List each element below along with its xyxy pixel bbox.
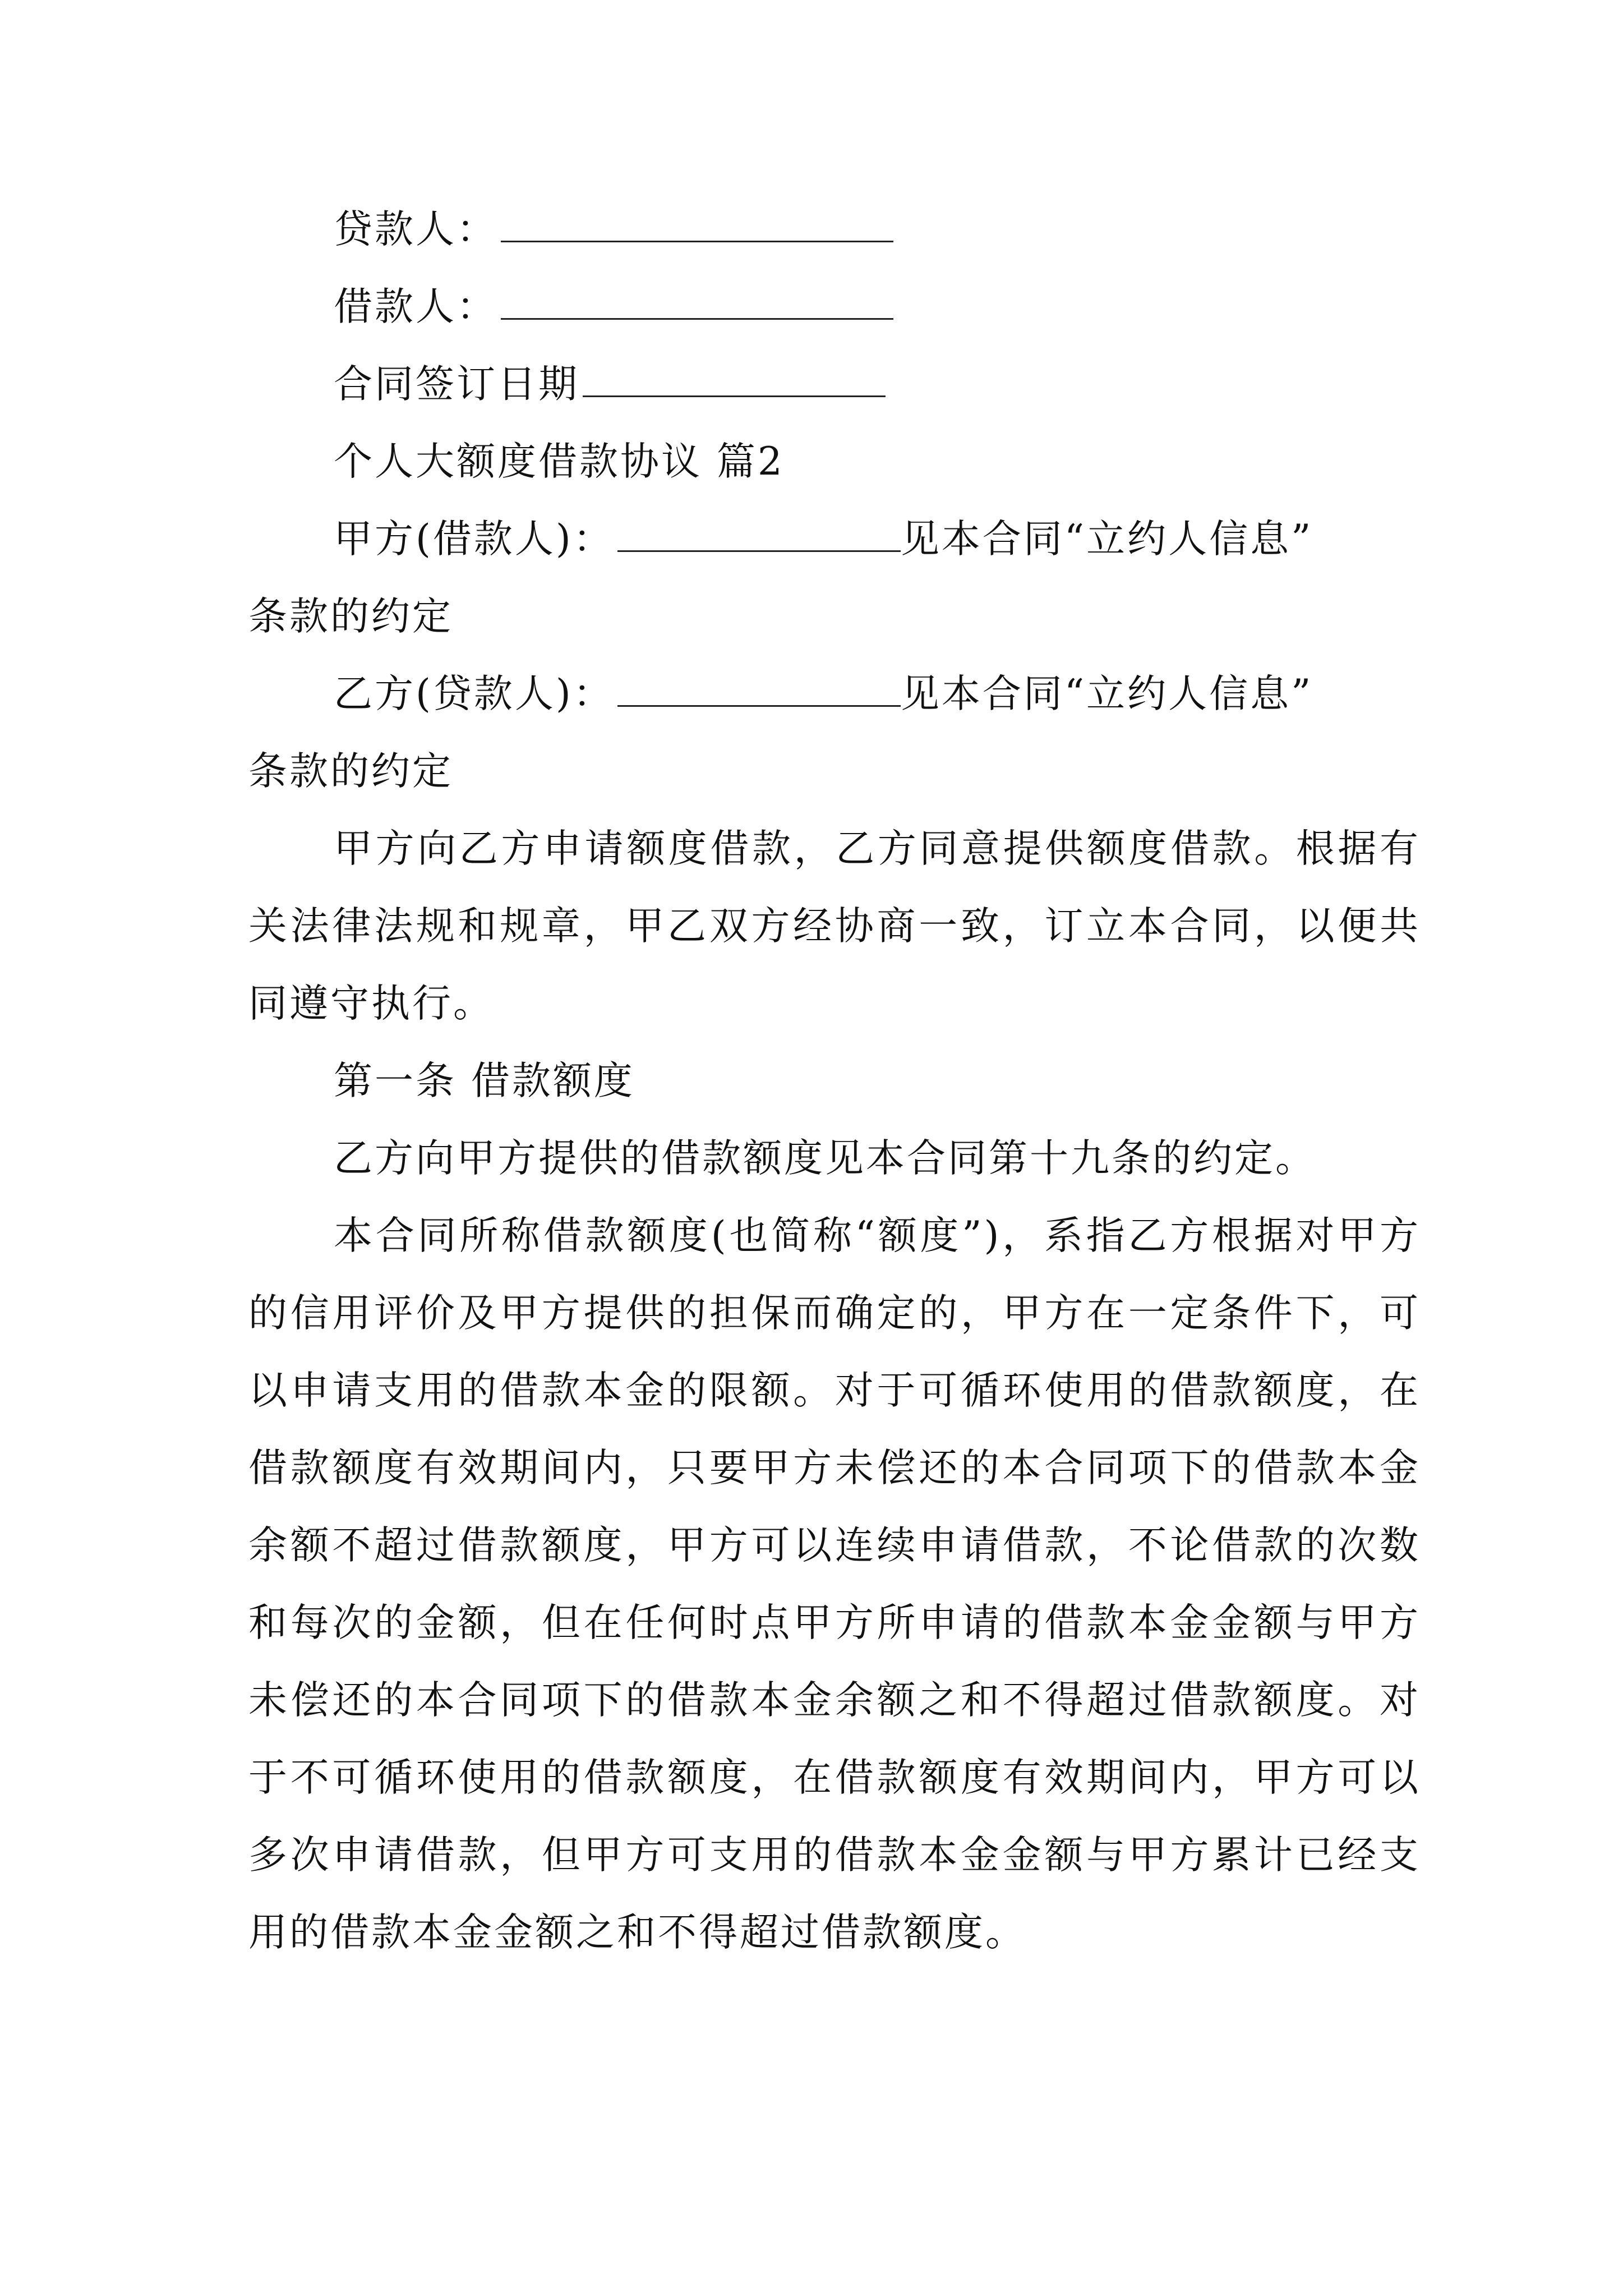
preamble-paragraph: 甲方向乙方申请额度借款，乙方同意提供额度借款。根据有关法律法规和规章，甲乙双方经协商一致，订立本合同，以便共同遵守执行。 xyxy=(248,826,1421,1026)
borrower-signature-line xyxy=(248,268,1421,346)
borrower-label: 借款人： xyxy=(334,284,497,329)
borrower-blank[interactable] xyxy=(501,288,893,320)
article-1-paragraph-2: 本合同所称借款额度(也简称“额度”)，系指乙方根据对甲方的信用评价及甲方提供的担保而确定的，甲方在一定条件下，可以申请支用的借款本金的限额。对于可循环使用的借款额度，在借款额度有效期间内，只要甲方未偿还的本合同项下的借款本金余额不超过借款额度，甲方可以连续申请借款，不论借款的次数和每次的金额，但在任何时点甲方所申请的借款本金金额与甲方未偿还的本合同项下的借款本金余额之和不得超过借款额度。对于不可循环使用的借款额度，在借款额度有效期间内，甲方可以多次申请借款，但甲方可支用的借款本金金额与甲方累计已经支用的借款本金金额之和不得超过借款额度。 xyxy=(248,1213,1421,1955)
lender-label: 贷款人： xyxy=(334,207,497,252)
signing-date-blank[interactable] xyxy=(583,365,886,397)
article-1-paragraph-1: 乙方向甲方提供的借款额度见本合同第十九条的约定。 xyxy=(334,1136,1316,1181)
lender-blank[interactable] xyxy=(501,210,893,242)
party-a-line xyxy=(248,500,1421,578)
signing-date-label: 合同签订日期 xyxy=(334,362,579,407)
party-b-label: 乙方(贷款人)： xyxy=(334,671,614,716)
lender-signature-line xyxy=(248,191,1421,268)
article-1-heading: 第一条 借款额度 xyxy=(334,1059,635,1103)
party-a-suffix: 见本合同“立约人信息” xyxy=(900,517,1313,562)
signing-date-line xyxy=(248,346,1421,423)
party-a-label: 甲方(借款人)： xyxy=(334,517,614,562)
party-b-continuation: 条款的约定 xyxy=(248,749,453,794)
party-b-blank[interactable] xyxy=(617,675,901,707)
party-a-continuation: 条款的约定 xyxy=(248,594,453,639)
party-b-line xyxy=(248,655,1421,733)
party-a-blank[interactable] xyxy=(617,520,901,552)
section-heading: 个人大额度借款协议 篇2 xyxy=(334,439,785,484)
party-b-suffix: 见本合同“立约人信息” xyxy=(900,671,1313,716)
document-body xyxy=(248,191,1421,1971)
